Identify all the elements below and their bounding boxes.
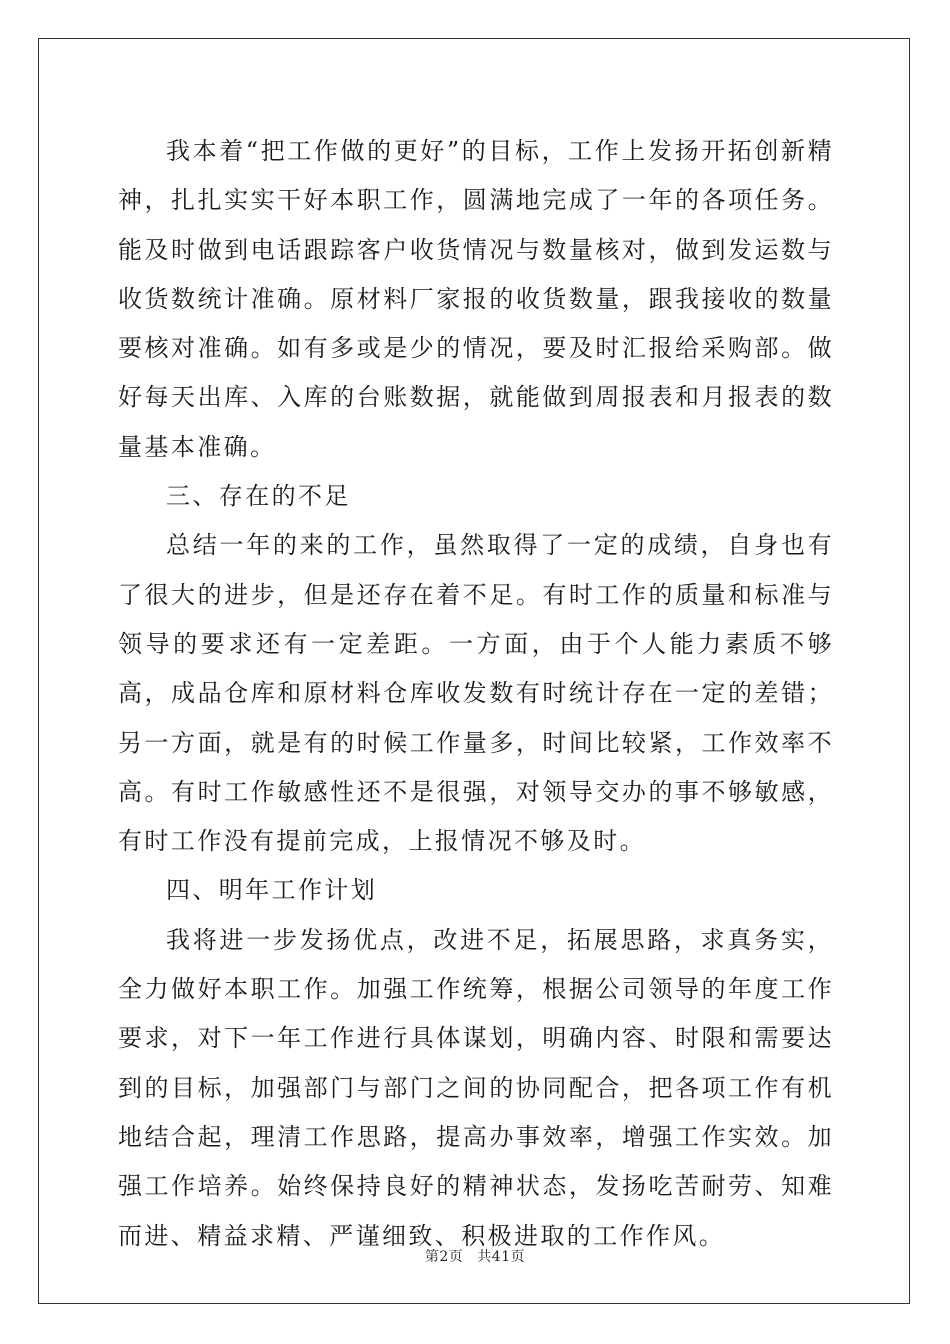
paragraph-achievements: 我本着“把工作做的更好”的目标，工作上发扬开拓创新精神，扎扎实实干好本职工作，圆满地完成了一年的各项任务。能及时做到电话跟踪客户收货情况与数量核对，做到发运数与收货数统计准确。原材料厂家报的收货数量，跟我接收的数量要核对准确。如有多或是少的情况，要及时汇报给采购部。做好每天出库、入库的台账数据，就能做到周报表和月报表的数量基本准确。 — [118, 137, 834, 461]
section-heading-shortcomings: 三、存在的不足 — [166, 482, 351, 511]
paragraph-shortcomings: 总结一年的来的工作，虽然取得了一定的成绩，自身也有了很大的进步，但是还存在着不足。有时工作的质量和标准与领导的要求还有一定差距。一方面，由于个人能力素质不够高，成品仓库和原材料仓库收发数有时统计存在一定的差错；另一方面，就是有的时候工作量多，时间比较紧，工作效率不高。有时工作敏感性还不是很强，对领导交办的事不够敏感，有时工作没有提前完成，上报情况不够及时。 — [118, 531, 834, 856]
document-body — [118, 127, 834, 1261]
page-number: 第2页 — [424, 1249, 464, 1265]
paragraph-next-year-plan: 我将进一步发扬优点，改进不足，拓展思路，求真务实，全力做好本职工作。加强工作统筹，根据公司领导的年度工作要求，对下一年工作进行具体谋划，明确内容、时限和需要达到的目标，加强部门与部门之间的协同配合，把各项工作有机地结合起，理清工作思路，提高办事效率，增强工作实效。加强工作培养。始终保持良好的精神状态，发扬吃苦耐劳、知难而进、精益求精、严谨细致、积极进取的工作作风。 — [118, 925, 834, 1250]
page-footer — [0, 1246, 950, 1266]
section-heading-next-year-plan: 四、明年工作计划 — [166, 876, 378, 905]
page-total: 共41页 — [477, 1249, 526, 1265]
